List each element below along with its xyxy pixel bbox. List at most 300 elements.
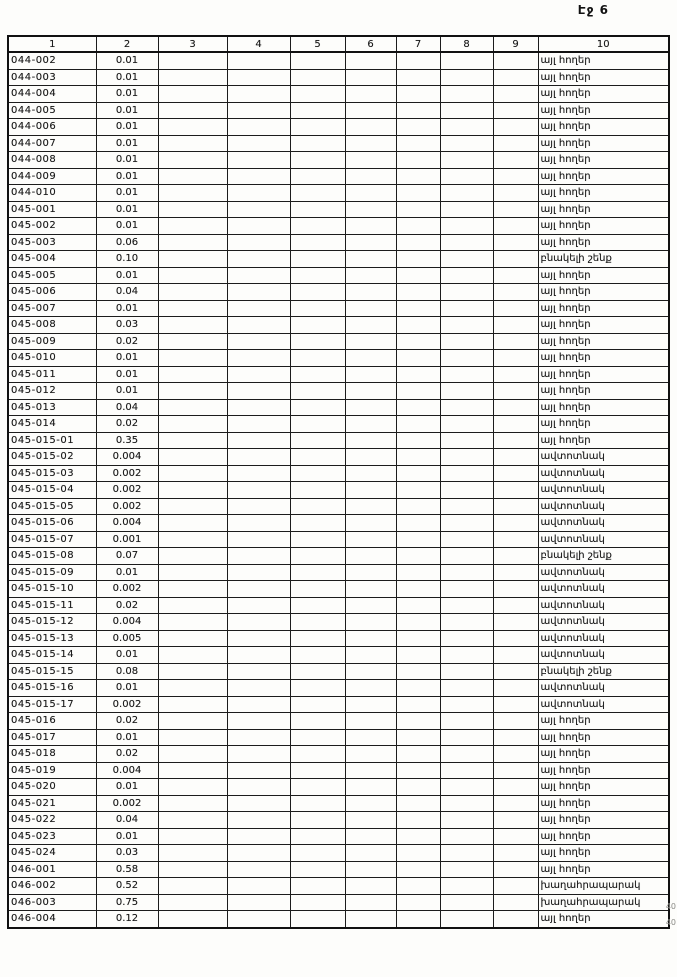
empty-cell — [440, 119, 493, 136]
empty-cell — [396, 696, 440, 713]
empty-cell — [345, 152, 396, 169]
area-value: 0.02 — [96, 416, 158, 433]
empty-cell — [290, 548, 345, 565]
empty-cell — [227, 251, 290, 268]
table-row — [8, 713, 669, 730]
area-value: 0.01 — [96, 102, 158, 119]
parcel-code: 045-015-06 — [8, 515, 96, 532]
table-row — [8, 251, 669, 268]
area-value: 0.03 — [96, 317, 158, 334]
table-body — [8, 52, 669, 928]
empty-cell — [493, 350, 538, 367]
table-header-row — [8, 36, 669, 52]
area-value: 0.58 — [96, 861, 158, 878]
empty-cell — [290, 168, 345, 185]
empty-cell — [227, 581, 290, 598]
parcel-code: 045-007 — [8, 300, 96, 317]
table-row — [8, 779, 669, 796]
empty-cell — [396, 762, 440, 779]
area-value: 0.01 — [96, 119, 158, 136]
empty-cell — [158, 267, 227, 284]
empty-cell — [158, 52, 227, 69]
land-use: այլ հողեր — [538, 119, 669, 136]
empty-cell — [290, 729, 345, 746]
parcel-code: 045-010 — [8, 350, 96, 367]
empty-cell — [290, 284, 345, 301]
empty-cell — [158, 465, 227, 482]
parcel-code: 045-016 — [8, 713, 96, 730]
land-use: այլ հողեր — [538, 86, 669, 103]
empty-cell — [440, 614, 493, 631]
empty-cell — [440, 531, 493, 548]
empty-cell — [158, 119, 227, 136]
area-value: 0.52 — [96, 878, 158, 895]
empty-cell — [345, 317, 396, 334]
empty-cell — [396, 218, 440, 235]
table-row — [8, 267, 669, 284]
table-row — [8, 119, 669, 136]
empty-cell — [440, 366, 493, 383]
table-row — [8, 614, 669, 631]
land-use: ավտոտնակ — [538, 614, 669, 631]
empty-cell — [345, 482, 396, 499]
table-row — [8, 911, 669, 928]
table-row — [8, 680, 669, 697]
empty-cell — [158, 663, 227, 680]
area-value: 0.01 — [96, 729, 158, 746]
empty-cell — [345, 432, 396, 449]
empty-cell — [227, 399, 290, 416]
empty-cell — [345, 515, 396, 532]
empty-cell — [290, 333, 345, 350]
empty-cell — [345, 52, 396, 69]
empty-cell — [440, 465, 493, 482]
column-header: 3 — [158, 36, 227, 52]
parcel-code: 044-008 — [8, 152, 96, 169]
land-use: ավտոտնակ — [538, 564, 669, 581]
empty-cell — [396, 366, 440, 383]
empty-cell — [290, 449, 345, 466]
parcel-code: 045-008 — [8, 317, 96, 334]
area-value: 0.01 — [96, 69, 158, 86]
empty-cell — [227, 812, 290, 829]
empty-cell — [290, 102, 345, 119]
parcel-code: 045-001 — [8, 201, 96, 218]
area-value: 0.01 — [96, 152, 158, 169]
table-row — [8, 845, 669, 862]
land-use: այլ հողեր — [538, 861, 669, 878]
empty-cell — [440, 762, 493, 779]
empty-cell — [227, 729, 290, 746]
empty-cell — [290, 795, 345, 812]
empty-cell — [290, 119, 345, 136]
parcel-code: 045-015-10 — [8, 581, 96, 598]
empty-cell — [493, 812, 538, 829]
parcel-code: 045-020 — [8, 779, 96, 796]
empty-cell — [493, 548, 538, 565]
empty-cell — [396, 383, 440, 400]
empty-cell — [440, 828, 493, 845]
parcel-code: 045-019 — [8, 762, 96, 779]
empty-cell — [345, 86, 396, 103]
empty-cell — [158, 416, 227, 433]
parcel-code: 046-002 — [8, 878, 96, 895]
empty-cell — [345, 119, 396, 136]
empty-cell — [227, 300, 290, 317]
empty-cell — [227, 878, 290, 895]
table-row — [8, 432, 669, 449]
empty-cell — [440, 383, 493, 400]
parcel-code: 045-011 — [8, 366, 96, 383]
margin-mark: 40 — [665, 902, 676, 911]
land-use: այլ հողեր — [538, 185, 669, 202]
empty-cell — [396, 647, 440, 664]
empty-cell — [345, 878, 396, 895]
empty-cell — [440, 234, 493, 251]
empty-cell — [158, 317, 227, 334]
area-value: 0.01 — [96, 86, 158, 103]
empty-cell — [493, 234, 538, 251]
empty-cell — [493, 201, 538, 218]
table-row — [8, 69, 669, 86]
empty-cell — [493, 729, 538, 746]
empty-cell — [227, 416, 290, 433]
parcel-code: 044-005 — [8, 102, 96, 119]
empty-cell — [290, 383, 345, 400]
empty-cell — [440, 746, 493, 763]
table-row — [8, 498, 669, 515]
empty-cell — [396, 581, 440, 598]
table-row — [8, 350, 669, 367]
empty-cell — [493, 581, 538, 598]
parcel-code: 045-015-15 — [8, 663, 96, 680]
area-value: 0.004 — [96, 614, 158, 631]
parcel-code: 045-015-16 — [8, 680, 96, 697]
empty-cell — [345, 614, 396, 631]
empty-cell — [158, 746, 227, 763]
area-value: 0.01 — [96, 383, 158, 400]
table-row — [8, 416, 669, 433]
empty-cell — [227, 168, 290, 185]
empty-cell — [290, 581, 345, 598]
land-use: բնակելի շենք — [538, 548, 669, 565]
empty-cell — [158, 812, 227, 829]
empty-cell — [440, 696, 493, 713]
parcel-code: 045-015-17 — [8, 696, 96, 713]
empty-cell — [396, 597, 440, 614]
empty-cell — [440, 630, 493, 647]
empty-cell — [493, 399, 538, 416]
empty-cell — [158, 366, 227, 383]
empty-cell — [493, 52, 538, 69]
empty-cell — [227, 795, 290, 812]
empty-cell — [227, 267, 290, 284]
area-value: 0.08 — [96, 663, 158, 680]
area-value: 0.75 — [96, 894, 158, 911]
empty-cell — [345, 630, 396, 647]
empty-cell — [158, 482, 227, 499]
table-row — [8, 729, 669, 746]
empty-cell — [493, 300, 538, 317]
area-value: 0.01 — [96, 201, 158, 218]
empty-cell — [440, 812, 493, 829]
table-row — [8, 366, 669, 383]
empty-cell — [440, 185, 493, 202]
parcel-code: 046-004 — [8, 911, 96, 928]
empty-cell — [440, 795, 493, 812]
land-use: այլ հողեր — [538, 69, 669, 86]
land-use: այլ հողեր — [538, 779, 669, 796]
land-use: այլ հողեր — [538, 729, 669, 746]
empty-cell — [493, 795, 538, 812]
empty-cell — [290, 251, 345, 268]
empty-cell — [440, 432, 493, 449]
empty-cell — [345, 746, 396, 763]
parcel-code: 045-012 — [8, 383, 96, 400]
empty-cell — [290, 399, 345, 416]
empty-cell — [345, 383, 396, 400]
empty-cell — [290, 52, 345, 69]
empty-cell — [396, 828, 440, 845]
parcel-code: 045-006 — [8, 284, 96, 301]
land-use: այլ հողեր — [538, 300, 669, 317]
parcel-code: 045-015-07 — [8, 531, 96, 548]
empty-cell — [440, 267, 493, 284]
empty-cell — [158, 564, 227, 581]
parcel-code: 046-003 — [8, 894, 96, 911]
empty-cell — [493, 102, 538, 119]
table-row — [8, 795, 669, 812]
parcel-code: 045-015-08 — [8, 548, 96, 565]
empty-cell — [345, 267, 396, 284]
table-row — [8, 135, 669, 152]
empty-cell — [493, 449, 538, 466]
empty-cell — [396, 135, 440, 152]
table-row — [8, 102, 669, 119]
land-use: այլ հողեր — [538, 267, 669, 284]
empty-cell — [158, 795, 227, 812]
empty-cell — [227, 69, 290, 86]
empty-cell — [493, 845, 538, 862]
empty-cell — [493, 647, 538, 664]
empty-cell — [396, 548, 440, 565]
land-use: այլ հողեր — [538, 713, 669, 730]
area-value: 0.12 — [96, 911, 158, 928]
empty-cell — [227, 614, 290, 631]
empty-cell — [396, 779, 440, 796]
area-value: 0.002 — [96, 482, 158, 499]
empty-cell — [345, 333, 396, 350]
parcel-code: 045-022 — [8, 812, 96, 829]
empty-cell — [493, 284, 538, 301]
land-use: այլ հողեր — [538, 284, 669, 301]
empty-cell — [227, 498, 290, 515]
empty-cell — [440, 69, 493, 86]
land-use: այլ հողեր — [538, 366, 669, 383]
land-use: այլ հողեր — [538, 317, 669, 334]
empty-cell — [396, 498, 440, 515]
empty-cell — [345, 647, 396, 664]
land-use: այլ հողեր — [538, 201, 669, 218]
table-row — [8, 647, 669, 664]
empty-cell — [227, 119, 290, 136]
empty-cell — [396, 564, 440, 581]
empty-cell — [290, 746, 345, 763]
table-row — [8, 52, 669, 69]
parcel-code: 045-013 — [8, 399, 96, 416]
table-row — [8, 548, 669, 565]
empty-cell — [440, 713, 493, 730]
table-row — [8, 185, 669, 202]
empty-cell — [440, 581, 493, 598]
empty-cell — [345, 894, 396, 911]
empty-cell — [440, 548, 493, 565]
empty-cell — [345, 828, 396, 845]
land-use: ավտոտնակ — [538, 647, 669, 664]
empty-cell — [290, 135, 345, 152]
area-value: 0.10 — [96, 251, 158, 268]
empty-cell — [396, 185, 440, 202]
area-value: 0.03 — [96, 845, 158, 862]
empty-cell — [345, 795, 396, 812]
empty-cell — [440, 878, 493, 895]
empty-cell — [396, 713, 440, 730]
empty-cell — [290, 696, 345, 713]
empty-cell — [290, 267, 345, 284]
empty-cell — [290, 465, 345, 482]
empty-cell — [493, 779, 538, 796]
empty-cell — [290, 350, 345, 367]
empty-cell — [290, 185, 345, 202]
empty-cell — [290, 828, 345, 845]
area-value: 0.06 — [96, 234, 158, 251]
empty-cell — [345, 251, 396, 268]
empty-cell — [227, 366, 290, 383]
empty-cell — [158, 696, 227, 713]
empty-cell — [227, 52, 290, 69]
empty-cell — [345, 911, 396, 928]
land-use: այլ հողեր — [538, 152, 669, 169]
empty-cell — [345, 548, 396, 565]
empty-cell — [345, 581, 396, 598]
parcel-code: 045-003 — [8, 234, 96, 251]
empty-cell — [227, 663, 290, 680]
empty-cell — [440, 449, 493, 466]
area-value: 0.01 — [96, 52, 158, 69]
empty-cell — [345, 300, 396, 317]
empty-cell — [158, 647, 227, 664]
empty-cell — [158, 234, 227, 251]
empty-cell — [227, 515, 290, 532]
empty-cell — [158, 86, 227, 103]
empty-cell — [290, 663, 345, 680]
empty-cell — [440, 498, 493, 515]
table-row — [8, 284, 669, 301]
empty-cell — [158, 333, 227, 350]
empty-cell — [227, 350, 290, 367]
empty-cell — [440, 416, 493, 433]
empty-cell — [290, 812, 345, 829]
area-value: 0.01 — [96, 647, 158, 664]
land-use: այլ հողեր — [538, 168, 669, 185]
empty-cell — [493, 366, 538, 383]
empty-cell — [493, 432, 538, 449]
table-row — [8, 746, 669, 763]
empty-cell — [158, 713, 227, 730]
empty-cell — [290, 416, 345, 433]
empty-cell — [345, 416, 396, 433]
parcel-code: 045-014 — [8, 416, 96, 433]
empty-cell — [440, 317, 493, 334]
area-value: 0.01 — [96, 828, 158, 845]
empty-cell — [227, 779, 290, 796]
table-row — [8, 894, 669, 911]
parcel-code: 046-001 — [8, 861, 96, 878]
empty-cell — [158, 498, 227, 515]
empty-cell — [440, 779, 493, 796]
empty-cell — [227, 185, 290, 202]
empty-cell — [396, 729, 440, 746]
empty-cell — [158, 201, 227, 218]
empty-cell — [290, 218, 345, 235]
empty-cell — [227, 845, 290, 862]
page-number-label: Էջ 6 — [577, 3, 609, 17]
empty-cell — [158, 383, 227, 400]
empty-cell — [158, 531, 227, 548]
empty-cell — [396, 746, 440, 763]
area-value: 0.002 — [96, 465, 158, 482]
empty-cell — [493, 135, 538, 152]
empty-cell — [440, 152, 493, 169]
empty-cell — [396, 350, 440, 367]
area-value: 0.02 — [96, 333, 158, 350]
parcel-code: 045-021 — [8, 795, 96, 812]
empty-cell — [345, 465, 396, 482]
empty-cell — [493, 168, 538, 185]
column-header: 7 — [396, 36, 440, 52]
empty-cell — [493, 614, 538, 631]
land-use: ավտոտնակ — [538, 680, 669, 697]
table-row — [8, 564, 669, 581]
empty-cell — [396, 878, 440, 895]
empty-cell — [345, 185, 396, 202]
empty-cell — [227, 482, 290, 499]
land-use: այլ հողեր — [538, 746, 669, 763]
table-row — [8, 317, 669, 334]
empty-cell — [227, 828, 290, 845]
empty-cell — [396, 482, 440, 499]
empty-cell — [290, 911, 345, 928]
area-value: 0.002 — [96, 498, 158, 515]
empty-cell — [440, 350, 493, 367]
area-value: 0.004 — [96, 449, 158, 466]
empty-cell — [396, 614, 440, 631]
empty-cell — [396, 234, 440, 251]
empty-cell — [158, 828, 227, 845]
empty-cell — [396, 515, 440, 532]
table-row — [8, 86, 669, 103]
empty-cell — [396, 861, 440, 878]
empty-cell — [290, 498, 345, 515]
empty-cell — [440, 135, 493, 152]
empty-cell — [158, 399, 227, 416]
empty-cell — [290, 779, 345, 796]
empty-cell — [290, 597, 345, 614]
empty-cell — [158, 680, 227, 697]
empty-cell — [345, 762, 396, 779]
empty-cell — [227, 218, 290, 235]
area-value: 0.01 — [96, 350, 158, 367]
